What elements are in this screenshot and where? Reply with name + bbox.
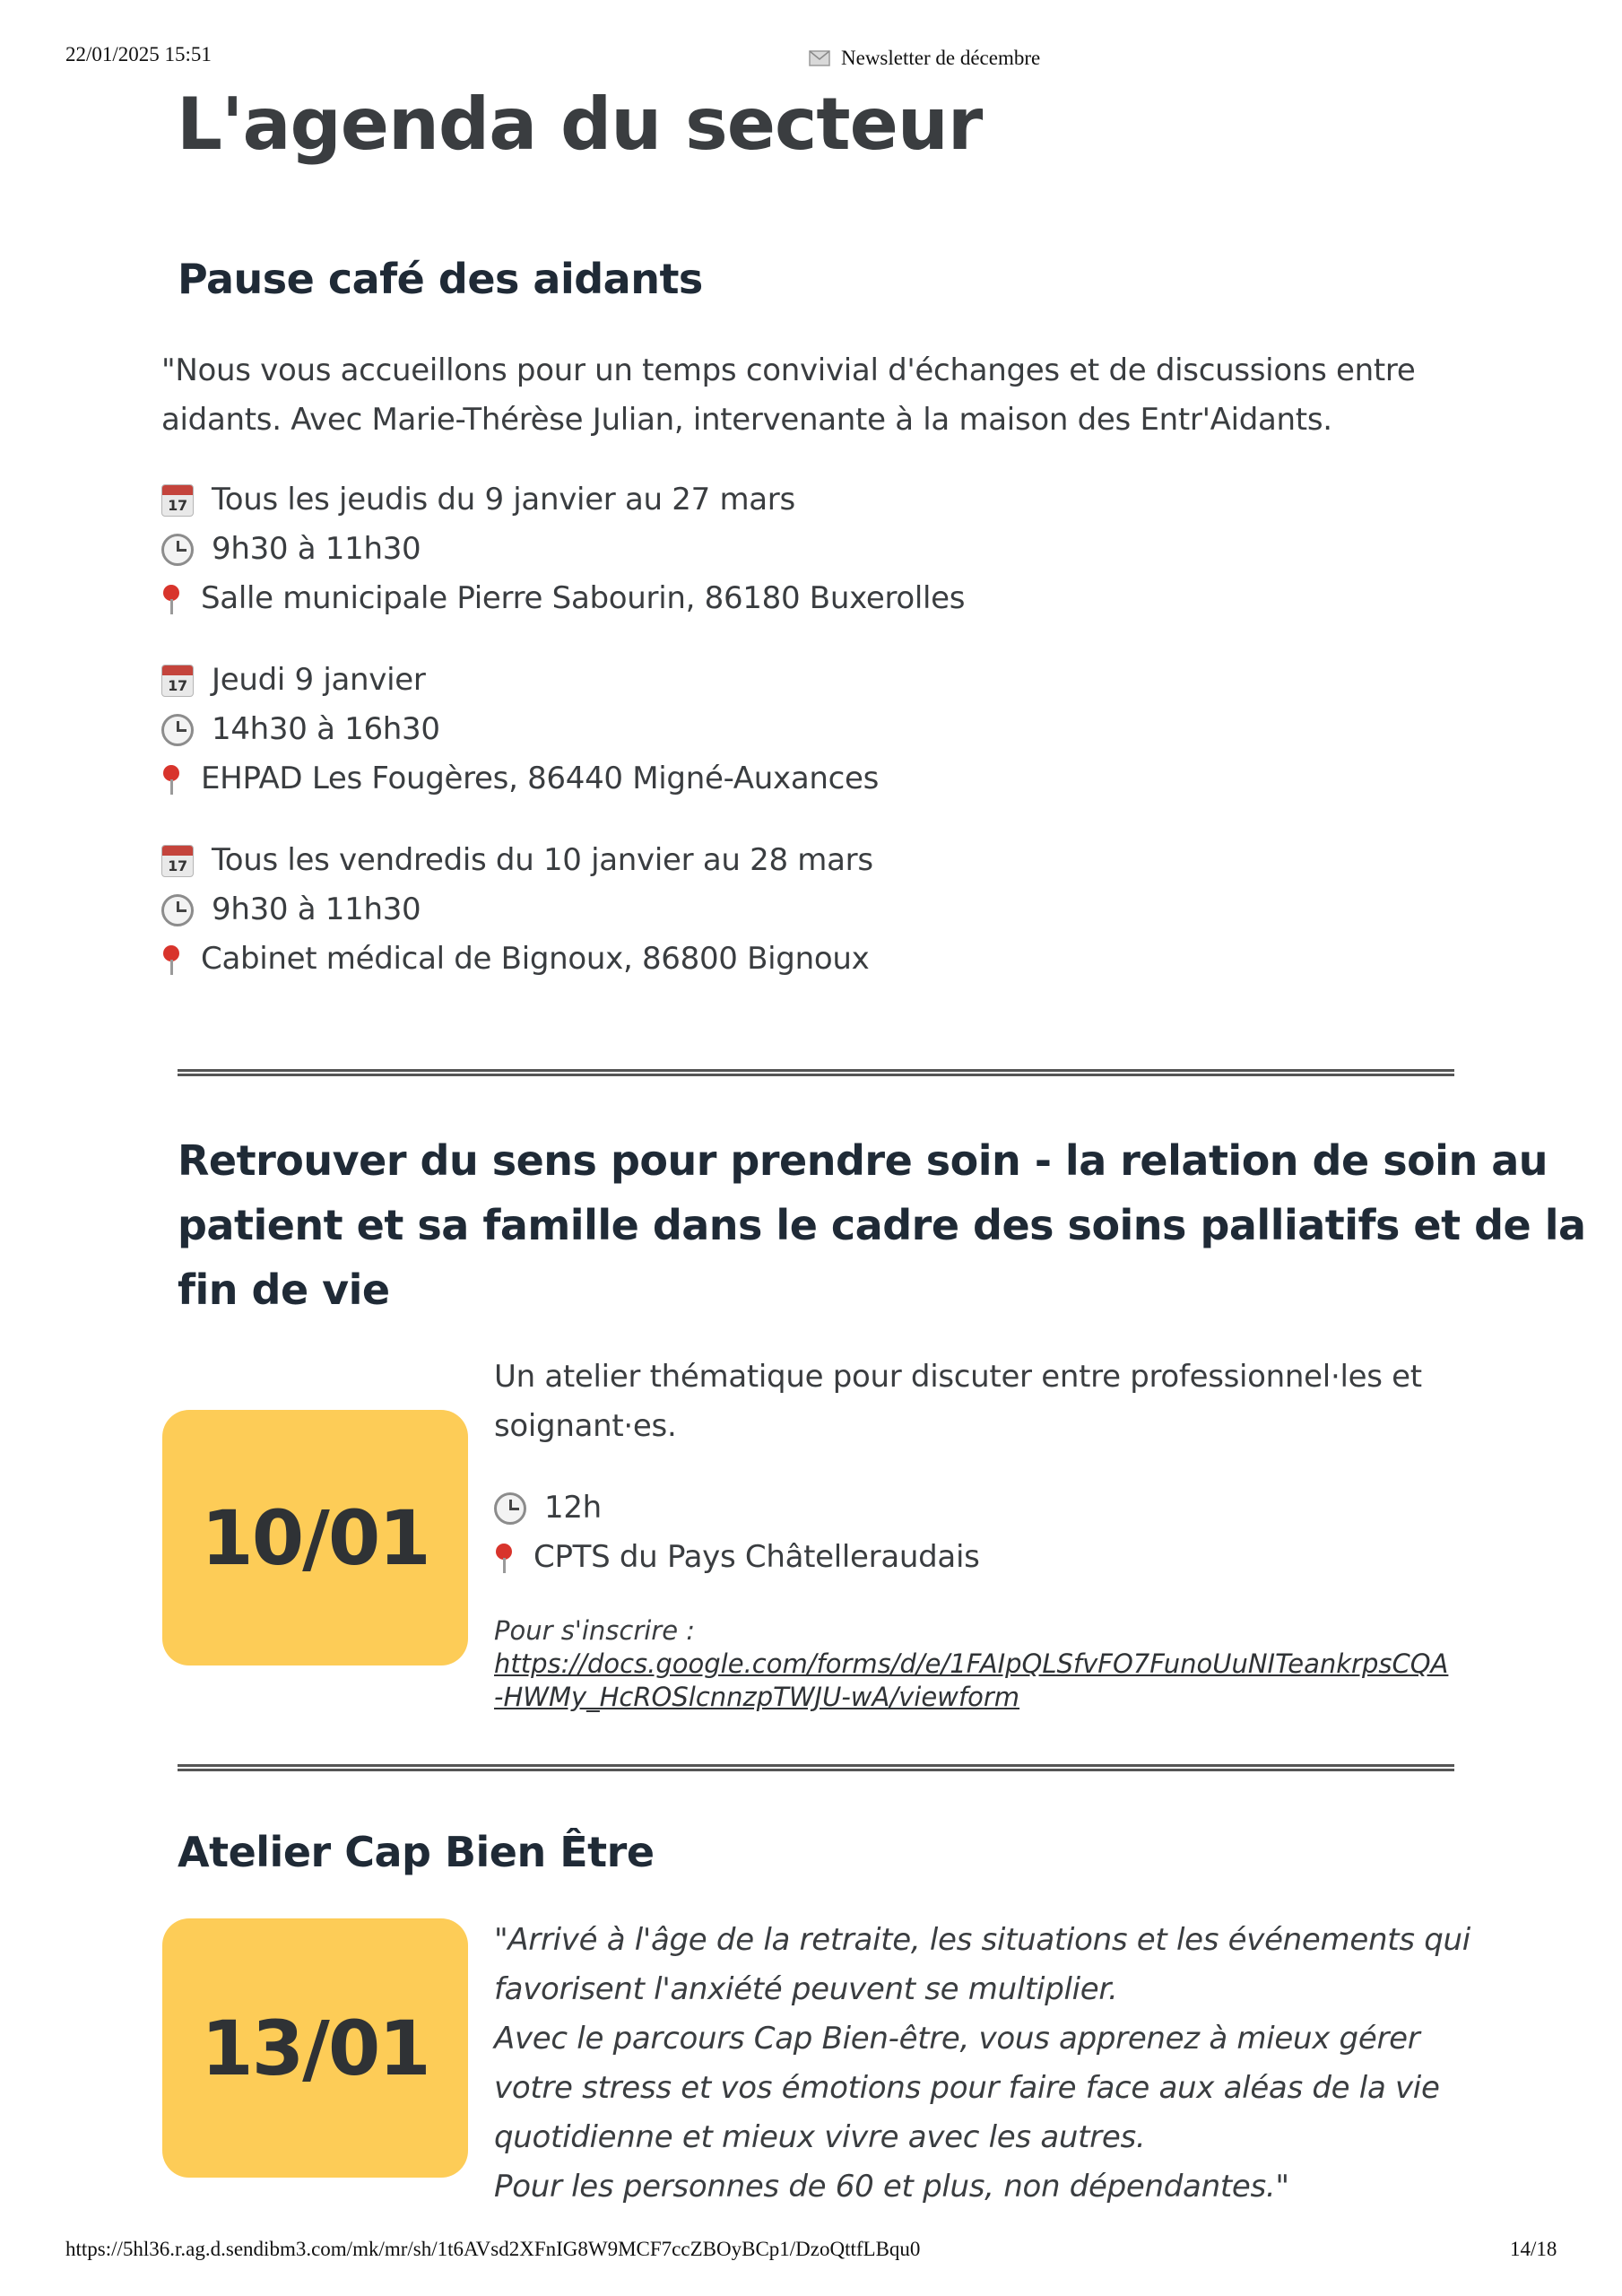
event-place-line: [161, 935, 873, 984]
calendar-icon: 17: [161, 845, 194, 877]
envelope-icon: [809, 50, 830, 66]
event-block-2: [161, 656, 879, 804]
event-details: [494, 1483, 980, 1582]
print-datetime: 22/01/2025 15:51: [65, 43, 212, 65]
event-time: 9h30 à 11h30: [212, 891, 421, 927]
event-quote: [494, 1916, 1470, 2212]
description-line: soignant·es.: [494, 1408, 677, 1444]
event-time-line: [494, 1483, 980, 1533]
location-pin-icon: [494, 1542, 514, 1574]
event-time-line: [161, 705, 879, 754]
event-block-3: [161, 836, 873, 984]
signup-link-line: https://docs.google.com/forms/d/e/1FAIpQLSfvFO7FunoUuNITeankrpsCQA: [494, 1648, 1449, 1679]
signup-label: Pour s'inscrire :: [494, 1615, 696, 1646]
document-title-text: Newsletter de décembre: [841, 47, 1041, 69]
clock-icon: [161, 534, 194, 566]
signup-block: [494, 1614, 1448, 1714]
calendar-icon: 17: [161, 665, 194, 697]
quote-line: quotidienne et mieux vivre avec les autres.: [494, 2119, 1146, 2155]
date-badge-text: 13/01: [201, 2004, 429, 2092]
intro-line: "Nous vous accueillons pour un temps convivial d'échanges et de discussions entre: [161, 352, 1416, 388]
event-date: Tous les jeudis du 9 janvier au 27 mars: [212, 482, 795, 517]
event-place: Salle municipale Pierre Sabourin, 86180 Buxerolles: [201, 580, 966, 616]
section-heading-retrouver-du-sens: [178, 1128, 1586, 1322]
date-badge-text: 10/01: [201, 1493, 429, 1582]
quote-line: Avec le parcours Cap Bien-être, vous apprenez à mieux gérer: [494, 2021, 1420, 2057]
signup-link[interactable]: [494, 1648, 1448, 1714]
location-pin-icon: [161, 944, 181, 976]
section-divider: [178, 1069, 1454, 1076]
event-date: Tous les vendredis du 10 janvier au 28 mars: [212, 842, 873, 878]
event-place-line: [161, 754, 879, 804]
date-badge: [162, 1918, 468, 2178]
intro-line: aidants. Avec Marie-Thérèse Julian, intervenante à la maison des Entr'Aidants.: [161, 402, 1332, 438]
print-footer-url: https://5hl36.r.ag.d.sendibm3.com/mk/mr/sh/1t6AVsd2XFnIG8W9MCF7ccZBOyBCp1/DzoQttfLBqu0: [65, 2238, 921, 2260]
event-place-line: [161, 574, 965, 623]
event-date-line: [161, 475, 965, 525]
date-badge: [162, 1410, 468, 1665]
quote-line: Pour les personnes de 60 et plus, non dépendantes.": [494, 2169, 1289, 2205]
section-heading-cap-bien-etre: Atelier Cap Bien Être: [178, 1828, 655, 1876]
quote-line: votre stress et vos émotions pour faire face aux aléas de la vie: [494, 2070, 1440, 2106]
event-time: 12h: [544, 1490, 602, 1526]
location-pin-icon: [161, 763, 181, 796]
event-date: Jeudi 9 janvier: [212, 662, 426, 698]
event-description: [494, 1352, 1422, 1451]
section-heading-pause-cafe: Pause café des aidants: [178, 255, 703, 303]
clock-icon: [161, 714, 194, 746]
location-pin-icon: [161, 583, 181, 615]
quote-line: favorisent l'anxiété peuvent se multiplier.: [494, 1971, 1118, 2007]
event-place-line: [494, 1533, 980, 1582]
page-title: L'agenda du secteur: [177, 83, 983, 166]
heading-line: Retrouver du sens pour prendre soin - la relation de soin au: [178, 1136, 1548, 1185]
event-block-1: [161, 475, 965, 623]
event-time: 14h30 à 16h30: [212, 711, 440, 747]
section-divider: [178, 1764, 1454, 1771]
event-place: Cabinet médical de Bignoux, 86800 Bignoux: [201, 941, 870, 977]
heading-line: patient et sa famille dans le cadre des soins palliatifs et de la: [178, 1201, 1586, 1249]
event-time: 9h30 à 11h30: [212, 531, 421, 567]
event-date-line: [161, 836, 873, 885]
print-page-number: 14/18: [1510, 2238, 1557, 2260]
section-intro-pause-cafe: [161, 346, 1415, 445]
print-document-title: [809, 47, 1040, 70]
heading-line: fin de vie: [178, 1265, 390, 1314]
event-place: EHPAD Les Fougères, 86440 Migné-Auxances: [201, 761, 880, 796]
event-date-line: [161, 656, 879, 705]
calendar-icon: 17: [161, 484, 194, 517]
clock-icon: [161, 894, 194, 926]
signup-link-line: -HWMy_HcROSlcnnzpTWJU-wA/viewform: [494, 1682, 1020, 1712]
clock-icon: [494, 1492, 526, 1525]
event-time-line: [161, 525, 965, 574]
event-time-line: [161, 885, 873, 935]
quote-line: "Arrivé à l'âge de la retraite, les situations et les événements qui: [494, 1922, 1470, 1958]
event-place: CPTS du Pays Châtelleraudais: [533, 1539, 980, 1575]
description-line: Un atelier thématique pour discuter entre professionnel·les et: [494, 1359, 1422, 1395]
